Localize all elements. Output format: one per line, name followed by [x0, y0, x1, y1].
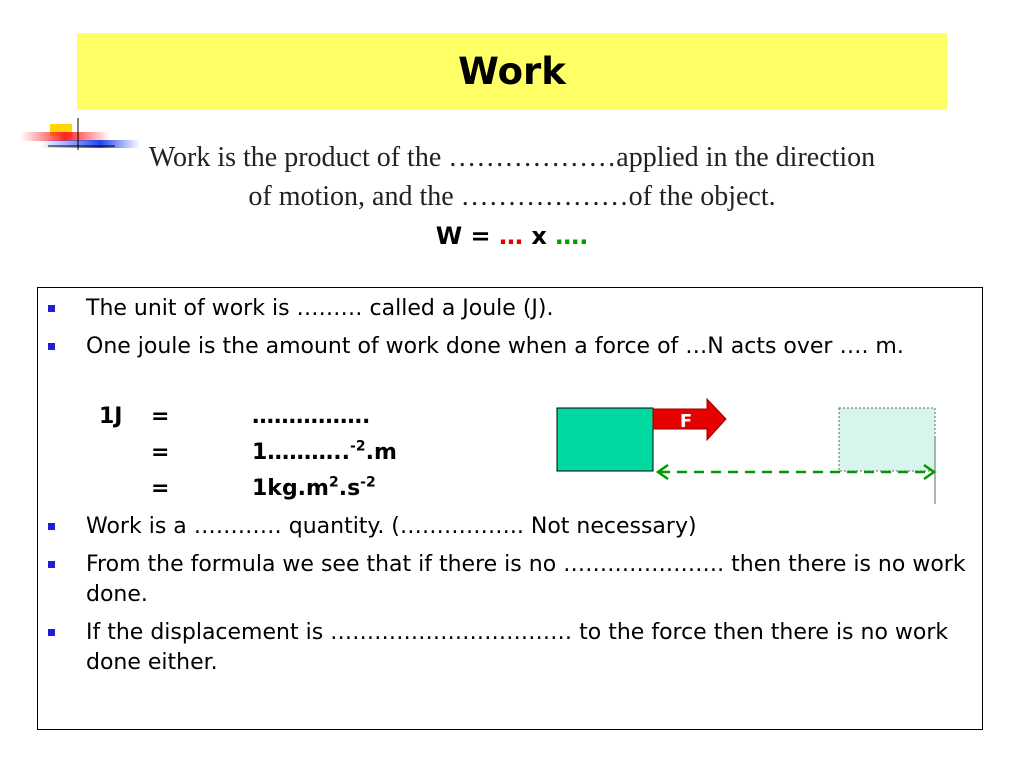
equation-equals: =: [151, 476, 170, 501]
equation-rhs: $1kg.m^2.s^{-2}$: [252, 474, 376, 501]
intro-text: [40, 138, 984, 216]
displaced-block: [839, 408, 935, 471]
bullet-marker: [48, 343, 55, 350]
bullet-text: Work is a ………… quantity. (…………….. Not necessary): [86, 514, 697, 539]
bullet-marker: [48, 561, 55, 568]
work-formula: [0, 222, 1024, 250]
formula-lhs: W =: [435, 222, 499, 250]
intro-line-1: Work is the product of the ………………applied in the direction: [148, 142, 876, 173]
equation-equals: =: [151, 440, 170, 465]
bullet-text: From the formula we see that if there is no …………………. then there is no work done.: [86, 552, 966, 607]
block: [557, 408, 653, 471]
slide-title: Work: [458, 50, 566, 93]
equation-rhs: …………….: [252, 404, 371, 429]
force-label: F: [679, 411, 693, 432]
bullet-text: One joule is the amount of work done when a force of …N acts over …. m.: [86, 334, 904, 359]
equation-equals: =: [151, 404, 170, 429]
formula-blank-1: …: [498, 222, 523, 250]
formula-blank-2: ….: [555, 222, 589, 250]
bullet-marker: [48, 305, 55, 312]
bullet-text: The unit of work is ……… called a Joule (J).: [86, 296, 554, 321]
equation-lhs: 1J: [99, 404, 123, 429]
formula-operator: x: [522, 222, 556, 250]
title-bar: [77, 33, 947, 110]
bullet-marker: [48, 629, 55, 636]
equation-rhs: 1………..$^{-2}$.m: [252, 438, 397, 465]
bullet-text: If the displacement is …………………………… to the force then there is no work done either.: [86, 620, 949, 675]
intro-line-2: of motion, and the ………………of the object.: [248, 181, 776, 212]
bullet-marker: [48, 523, 55, 530]
force-displacement-diagram: [550, 396, 950, 511]
